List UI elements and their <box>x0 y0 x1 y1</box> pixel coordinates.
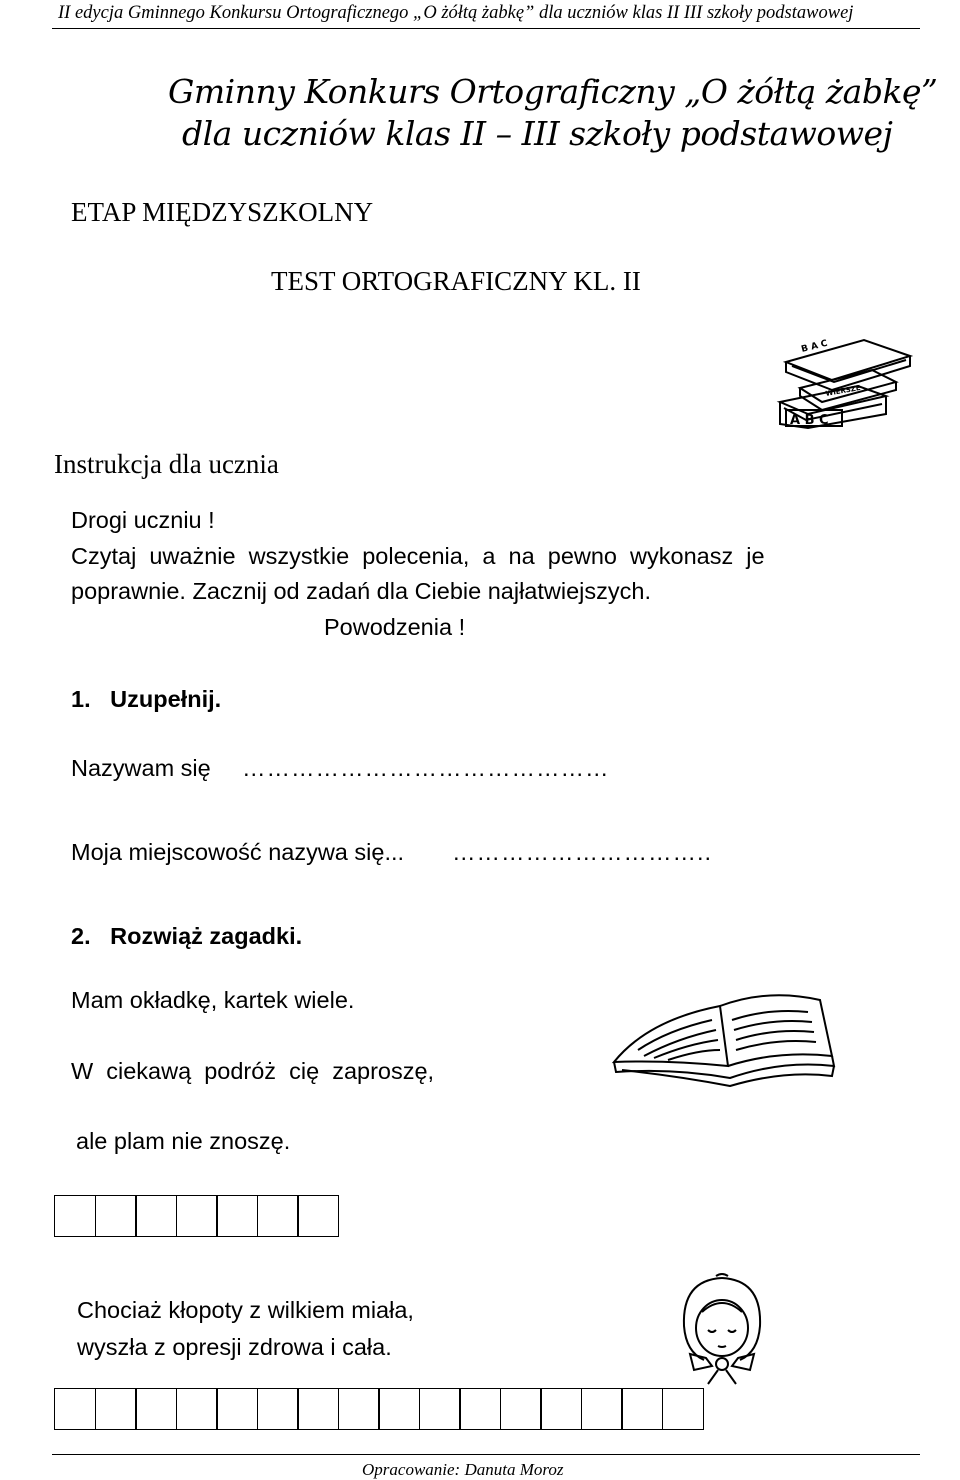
answer-letter-box[interactable] <box>176 1195 218 1237</box>
answer-letter-box[interactable] <box>297 1195 339 1237</box>
riddle1-line1: Mam okładkę, kartek wiele. <box>71 987 355 1013</box>
answer-letter-box[interactable] <box>216 1195 258 1237</box>
red-riding-hood-image <box>672 1272 772 1388</box>
answer-letter-box[interactable] <box>216 1388 258 1430</box>
answer-letter-box[interactable] <box>500 1388 542 1430</box>
answer-letter-box[interactable] <box>176 1388 218 1430</box>
town-prompt: Moja miejscowość nazywa się... <box>71 839 405 865</box>
answer-letter-box[interactable] <box>135 1388 177 1430</box>
task2-heading: 2. Rozwiąż zagadki. <box>71 923 303 949</box>
answer-letter-box[interactable] <box>54 1388 96 1430</box>
stage-label: ETAP MIĘDZYSZKOLNY <box>71 197 374 227</box>
test-title: TEST ORTOGRAFICZNY KL. II <box>271 266 641 296</box>
greeting: Drogi uczniu ! <box>71 507 215 533</box>
answer-letter-box[interactable] <box>459 1388 501 1430</box>
answer-letter-box[interactable] <box>581 1388 623 1430</box>
riddle1-line2: W ciekawą podróż cię zaproszę, <box>71 1058 435 1084</box>
answer-letter-box[interactable] <box>95 1195 137 1237</box>
answer-letter-box[interactable] <box>419 1388 461 1430</box>
running-header: II edycja Gminnego Konkursu Ortograficznego „O żółtą żabkę” dla uczniów klas II III szkoły podstawowej <box>58 3 854 23</box>
contest-title-line1: Gminny Konkurs Ortograficzny „O żółtą żabkę” <box>168 72 938 111</box>
name-prompt: Nazywam się <box>71 755 211 781</box>
good-luck: Powodzenia ! <box>324 614 466 640</box>
books-lettering-wiersze: WIERSZE <box>824 383 862 398</box>
name-answer-line[interactable]: ……………………………………… <box>242 755 610 781</box>
task1-heading: 1. Uzupełnij. <box>71 686 222 712</box>
svg-text:B A C: B A C <box>800 338 829 355</box>
books-lettering-abc: A B C <box>790 413 829 428</box>
answer-letter-box[interactable] <box>540 1388 582 1430</box>
contest-title-line2: dla uczniów klas II – III szkoły podstawowej <box>182 114 893 153</box>
instructions-line1: Czytaj uważnie wszystkie polecenia, a na pewno wykonasz je <box>71 543 765 569</box>
answer-letter-box[interactable] <box>135 1195 177 1237</box>
answer-letter-box[interactable] <box>378 1388 420 1430</box>
answer-letter-box[interactable] <box>257 1388 299 1430</box>
riddle2-line2: wyszła z opresji zdrowa i cała. <box>77 1334 392 1360</box>
open-book-image <box>608 980 838 1092</box>
footer-author: Opracowanie: Danuta Moroz <box>362 1460 564 1479</box>
instructions-line2: poprawnie. Zacznij od zadań dla Ciebie najłatwiejszych. <box>71 578 651 604</box>
footer-rule <box>52 1454 920 1455</box>
answer-letter-box[interactable] <box>257 1195 299 1237</box>
header-rule <box>52 28 920 29</box>
answer-letter-box[interactable] <box>621 1388 663 1430</box>
riddle1-line3: ale plam nie znoszę. <box>76 1128 291 1154</box>
answer-letter-box[interactable] <box>54 1195 96 1237</box>
answer-letter-box[interactable] <box>338 1388 380 1430</box>
riddle2-line1: Chociaż kłopoty z wilkiem miała, <box>77 1297 414 1323</box>
instructions-heading: Instrukcja dla ucznia <box>54 449 279 479</box>
answer-letter-box[interactable] <box>95 1388 137 1430</box>
riddle2-answer-boxes <box>54 1388 704 1430</box>
riddle1-answer-boxes <box>54 1195 339 1237</box>
books-stack-image <box>772 334 920 430</box>
town-answer-line[interactable]: ………………………….. <box>452 839 713 865</box>
answer-letter-box[interactable] <box>297 1388 339 1430</box>
answer-letter-box[interactable] <box>662 1388 704 1430</box>
